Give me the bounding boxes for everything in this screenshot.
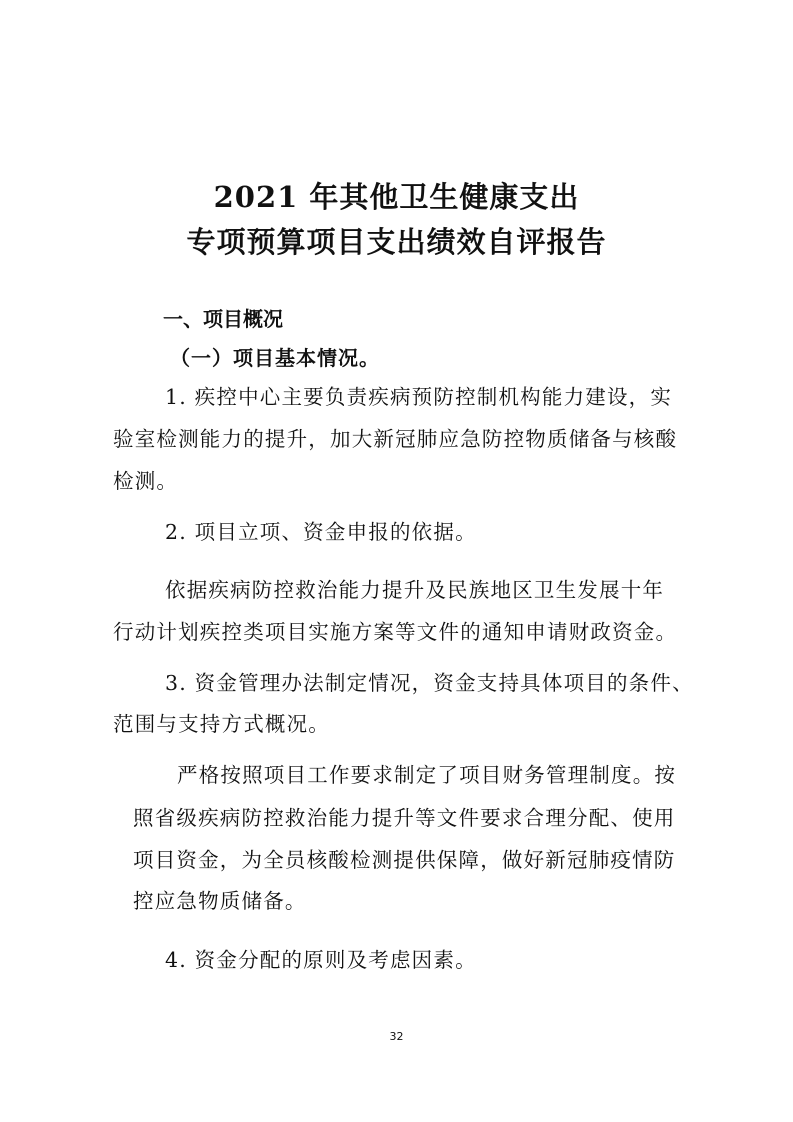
- page-number: 32: [389, 1030, 404, 1043]
- document-title-line-1: 2021 年其他卫生健康支出: [213, 180, 580, 214]
- subsection-heading: （一）项目基本情况。: [170, 346, 380, 370]
- paragraph-2-line-1: 2. 项目立项、资金申报的依据。: [165, 520, 477, 544]
- paragraph-6-line-1: 4. 资金分配的原则及考虑因素。: [165, 948, 477, 972]
- paragraph-1-line-1: 1. 疾控中心主要负责疾病预防控制机构能力建设，实: [165, 385, 673, 409]
- document-title-line-2: 专项预算项目支出绩效自评报告: [186, 225, 607, 259]
- paragraph-5-line-4: 控应急物质储备。: [133, 889, 307, 913]
- paragraph-1-line-2: 验室检测能力的提升，加大新冠肺应急防控物质储备与核酸: [113, 427, 678, 451]
- paragraph-3-line-2: 行动计划疾控类项目实施方案等文件的通知申请财政资金。: [113, 620, 678, 644]
- paragraph-5-line-1: 严格按照项目工作要求制定了项目财务管理制度。按: [177, 763, 677, 787]
- paragraph-5-line-3: 项目资金，为全员核酸检测提供保障，做好新冠肺疫情防: [133, 848, 676, 872]
- paragraph-3-line-1: 依据疾病防控救治能力提升及民族地区卫生发展十年: [165, 578, 665, 602]
- paragraph-5-line-2: 照省级疾病防控救治能力提升等文件要求合理分配、使用: [133, 806, 676, 830]
- paragraph-1-line-3: 检测。: [113, 469, 179, 493]
- paragraph-4-line-2: 范围与支持方式概况。: [113, 712, 330, 736]
- section-heading: 一、项目概况: [163, 307, 283, 331]
- paragraph-4-line-1: 3. 资金管理办法制定情况，资金支持具体项目的条件、: [165, 671, 694, 695]
